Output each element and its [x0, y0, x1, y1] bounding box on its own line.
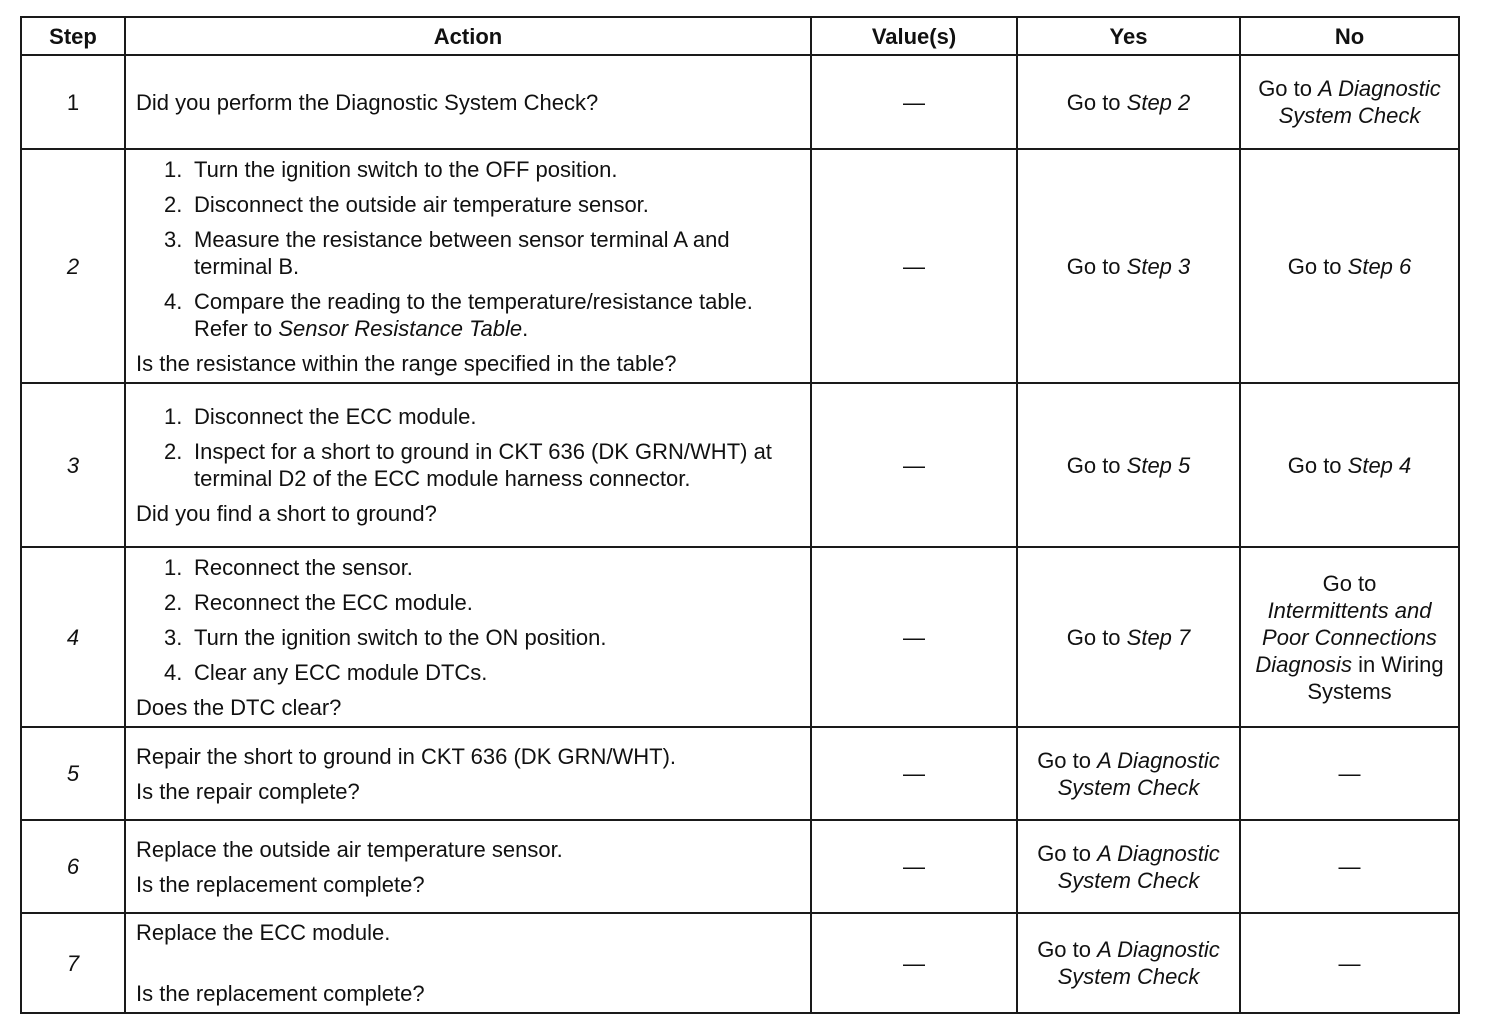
step-text: Disconnect the ECC module. [194, 404, 477, 429]
action-cell [125, 913, 811, 1013]
table-row [21, 55, 1459, 149]
spacer [136, 946, 800, 980]
yes-prefix: Go to [1037, 747, 1098, 773]
action-step [164, 624, 800, 651]
step-num: 1. [164, 554, 183, 580]
yes-cell [1017, 55, 1240, 149]
step-number: 2 [21, 149, 125, 383]
step-number: 1 [21, 55, 125, 149]
step-num: 3. [164, 624, 183, 650]
yes-cell [1017, 727, 1240, 820]
no-cell: — [1240, 820, 1459, 913]
header-action: Action [125, 17, 811, 55]
table-row [21, 727, 1459, 820]
action-step [164, 156, 800, 183]
yes-link[interactable]: Step 5 [1126, 452, 1191, 478]
step-text: Reconnect the sensor. [194, 554, 413, 580]
yes-link[interactable]: Step 7 [1126, 624, 1191, 650]
action-question: Is the resistance within the range specified in the table? [136, 350, 677, 376]
table-row [21, 383, 1459, 547]
action-question: Does the DTC clear? [136, 694, 342, 720]
step-number: 3 [21, 383, 125, 547]
yes-cell [1017, 149, 1240, 383]
action-step [164, 226, 800, 280]
action-step [164, 191, 800, 218]
value-cell: — [811, 149, 1017, 383]
no-cell: — [1240, 913, 1459, 1013]
step-num: 4. [164, 288, 183, 314]
action-step [164, 403, 800, 430]
step-text: Clear any ECC module DTCs. [194, 659, 488, 685]
table-row [21, 913, 1459, 1013]
action-question: Is the replacement complete? [136, 981, 425, 1006]
no-cell [1240, 149, 1459, 383]
yes-prefix: Go to [1066, 253, 1127, 279]
step-num: 2. [164, 439, 183, 464]
no-prefix: Go to [1322, 570, 1377, 596]
step-num: 1. [164, 404, 183, 429]
table-row [21, 149, 1459, 383]
step-text: Compare the reading to the temperature/resistance table. Refer to [194, 288, 753, 341]
step-text: Turn the ignition switch to the ON position. [194, 624, 607, 650]
no-cell [1240, 55, 1459, 149]
action-step [164, 438, 800, 492]
action-cell [125, 820, 811, 913]
value-cell: — [811, 727, 1017, 820]
sensor-resistance-table-link[interactable]: Sensor Resistance Table [278, 315, 523, 341]
action-question: Did you find a short to ground? [136, 501, 437, 526]
action-step [164, 288, 800, 342]
header-yes: Yes [1017, 17, 1240, 55]
yes-cell [1017, 547, 1240, 727]
step-num: 3. [164, 226, 183, 252]
action-text: Replace the ECC module. [136, 920, 391, 945]
no-prefix: Go to [1287, 253, 1348, 279]
step-number: 6 [21, 820, 125, 913]
no-link[interactable]: Step 4 [1347, 452, 1412, 478]
step-num: 2. [164, 191, 183, 217]
value-cell: — [811, 547, 1017, 727]
header-values: Value(s) [811, 17, 1017, 55]
header-no: No [1240, 17, 1459, 55]
no-link[interactable]: Step 6 [1347, 253, 1412, 279]
action-steps [136, 156, 800, 342]
value-cell: — [811, 820, 1017, 913]
diagnostic-table [20, 16, 1460, 1014]
step-number: 4 [21, 547, 125, 727]
step-number: 5 [21, 727, 125, 820]
action-text: Replace the outside air temperature sensor. [136, 836, 563, 862]
value-cell: — [811, 55, 1017, 149]
no-link[interactable]: Intermittents and Poor Connections Diagnosis [1255, 597, 1437, 677]
no-prefix: Go to [1258, 76, 1319, 101]
step-text: Inspect for a short to ground in CKT 636 (DK GRN/WHT) at terminal D2 of the ECC module harness connector. [194, 439, 772, 491]
header-step: Step [21, 17, 125, 55]
yes-prefix: Go to [1066, 624, 1127, 650]
action-step [164, 589, 800, 616]
yes-prefix: Go to [1037, 937, 1098, 962]
step-text: Turn the ignition switch to the OFF position. [194, 156, 618, 182]
yes-link[interactable]: A Diagnostic System Check [1057, 937, 1220, 989]
value-cell: — [811, 913, 1017, 1013]
action-step [164, 659, 800, 686]
step-num: 1. [164, 156, 183, 182]
action-step [164, 554, 800, 581]
action-cell [125, 383, 811, 547]
step-text: Reconnect the ECC module. [194, 589, 473, 615]
value-cell: — [811, 383, 1017, 547]
action-cell [125, 547, 811, 727]
step-text: Disconnect the outside air temperature sensor. [194, 191, 649, 217]
action-text: Did you perform the Diagnostic System Check? [136, 89, 599, 115]
step-text: Measure the resistance between sensor terminal A and terminal B. [194, 226, 730, 279]
header-row [21, 17, 1459, 55]
step-number: 7 [21, 913, 125, 1013]
no-prefix: Go to [1287, 452, 1348, 478]
no-suffix: in Wiring Systems [1307, 651, 1444, 704]
no-link[interactable]: A Diagnostic System Check [1278, 76, 1441, 128]
no-cell: — [1240, 727, 1459, 820]
yes-prefix: Go to [1066, 89, 1127, 115]
step-tail: . [522, 315, 529, 341]
yes-link[interactable]: Step 3 [1126, 253, 1191, 279]
action-cell [125, 149, 811, 383]
yes-cell [1017, 913, 1240, 1013]
no-cell [1240, 547, 1459, 727]
yes-cell [1017, 820, 1240, 913]
action-cell [125, 727, 811, 820]
yes-link[interactable]: Step 2 [1126, 89, 1191, 115]
action-steps [136, 554, 800, 686]
yes-prefix: Go to [1066, 452, 1127, 478]
no-cell [1240, 383, 1459, 547]
table-row [21, 820, 1459, 913]
yes-link[interactable]: A Diagnostic System Check [1057, 747, 1220, 800]
yes-prefix: Go to [1037, 840, 1098, 866]
action-text: Repair the short to ground in CKT 636 (DK GRN/WHT). [136, 743, 677, 769]
action-steps [136, 403, 800, 492]
yes-cell [1017, 383, 1240, 547]
table-row [21, 547, 1459, 727]
step-num: 2. [164, 589, 183, 615]
yes-link[interactable]: A Diagnostic System Check [1057, 840, 1220, 893]
action-question: Is the repair complete? [136, 778, 360, 804]
step-num: 4. [164, 659, 183, 685]
action-question: Is the replacement complete? [136, 871, 425, 897]
action-cell [125, 55, 811, 149]
